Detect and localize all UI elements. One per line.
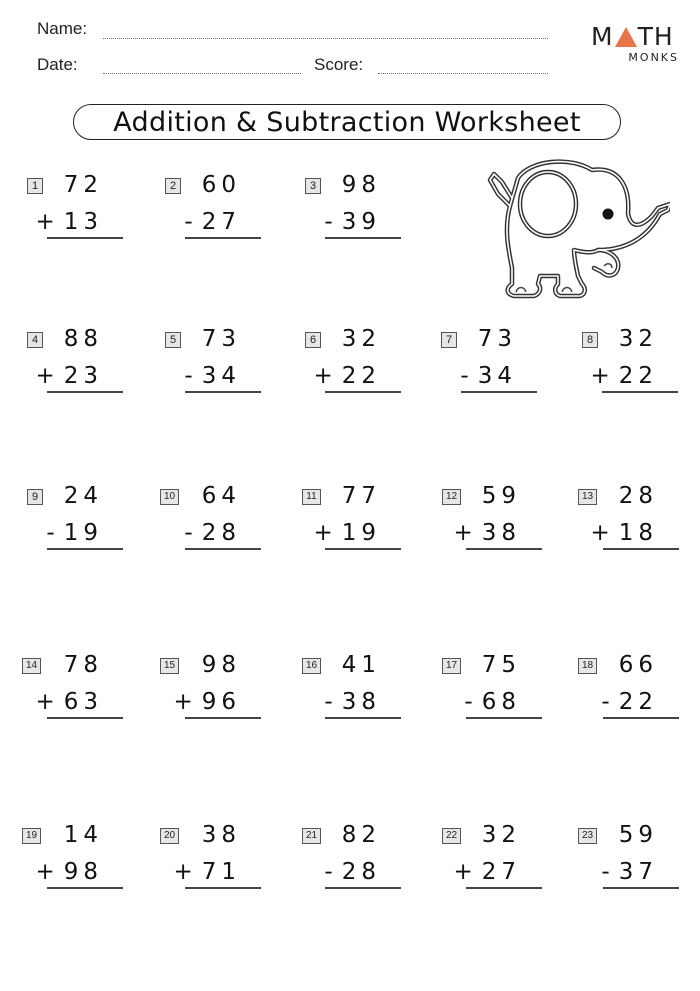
problem-17 <box>442 652 582 748</box>
bottom-operand: 27 <box>201 209 241 235</box>
answer-line[interactable] <box>325 391 401 393</box>
problem-9 <box>27 483 167 579</box>
top-operand: 38 <box>201 822 241 848</box>
bottom-operand: 39 <box>341 209 381 235</box>
bottom-operand-row <box>324 209 381 235</box>
problem-number-badge: 16 <box>302 658 321 674</box>
answer-line[interactable] <box>185 887 261 889</box>
problem-18 <box>578 652 700 748</box>
answer-line[interactable] <box>603 887 679 889</box>
operator: + <box>173 859 198 885</box>
operator: - <box>601 689 615 715</box>
top-operand: 78 <box>63 652 103 678</box>
problem-number-badge: 11 <box>302 489 321 505</box>
bottom-operand: 38 <box>341 689 381 715</box>
answer-line[interactable] <box>325 717 401 719</box>
bottom-operand: 37 <box>618 859 658 885</box>
bottom-operand-row <box>173 859 241 885</box>
bottom-operand-row <box>590 363 658 389</box>
top-operand: 66 <box>618 652 658 678</box>
bottom-operand-row <box>453 859 521 885</box>
answer-line[interactable] <box>185 391 261 393</box>
elephant-icon <box>470 158 670 303</box>
bottom-operand: 13 <box>63 209 103 235</box>
problem-number-badge: 12 <box>442 489 461 505</box>
problem-15 <box>160 652 300 748</box>
bottom-operand: 63 <box>63 689 103 715</box>
problem-number-badge: 7 <box>441 332 457 348</box>
problem-number-badge: 18 <box>578 658 597 674</box>
problem-number-badge: 23 <box>578 828 597 844</box>
problem-number-badge: 21 <box>302 828 321 844</box>
bottom-operand-row <box>35 689 103 715</box>
bottom-operand: 19 <box>341 520 381 546</box>
problem-number-badge: 20 <box>160 828 179 844</box>
operator: - <box>184 363 198 389</box>
top-operand: 64 <box>201 483 241 509</box>
bottom-operand-row <box>35 859 103 885</box>
operator: - <box>184 209 198 235</box>
top-operand: 75 <box>481 652 521 678</box>
problem-22 <box>442 822 582 918</box>
operator: - <box>460 363 474 389</box>
bottom-operand-row <box>601 689 658 715</box>
top-operand: 32 <box>341 326 381 352</box>
answer-line[interactable] <box>47 717 123 719</box>
problem-number-badge: 6 <box>305 332 321 348</box>
bottom-operand-row <box>460 363 517 389</box>
problem-5 <box>165 326 305 422</box>
operator: + <box>35 689 60 715</box>
logo-subtitle: MONKS <box>628 51 679 64</box>
bottom-operand-row <box>35 363 103 389</box>
top-operand: 28 <box>618 483 658 509</box>
answer-line[interactable] <box>325 548 401 550</box>
problem-number-badge: 3 <box>305 178 321 194</box>
bottom-operand: 38 <box>481 520 521 546</box>
problem-number-badge: 10 <box>160 489 179 505</box>
top-operand: 59 <box>618 822 658 848</box>
bottom-operand-row <box>184 209 241 235</box>
problem-number-badge: 22 <box>442 828 461 844</box>
top-operand: 98 <box>201 652 241 678</box>
operator: - <box>464 689 478 715</box>
problem-number-badge: 4 <box>27 332 43 348</box>
bottom-operand-row <box>590 520 658 546</box>
bottom-operand-row <box>464 689 521 715</box>
operator: - <box>324 859 338 885</box>
name-label: Name: <box>37 19 88 38</box>
problem-23 <box>578 822 700 918</box>
answer-line[interactable] <box>185 717 261 719</box>
bottom-operand-row <box>184 520 241 546</box>
bottom-operand: 23 <box>63 363 103 389</box>
problem-11 <box>302 483 442 579</box>
operator: + <box>590 363 615 389</box>
top-operand: 24 <box>63 483 103 509</box>
problem-number-badge: 1 <box>27 178 43 194</box>
answer-line[interactable] <box>466 717 542 719</box>
logo-letters-th: TH <box>637 22 674 51</box>
problem-number-badge: 5 <box>165 332 181 348</box>
operator: - <box>46 520 60 546</box>
problem-number-badge: 13 <box>578 489 597 505</box>
answer-line[interactable] <box>466 548 542 550</box>
bottom-operand: 28 <box>341 859 381 885</box>
top-operand: 72 <box>63 172 103 198</box>
operator: + <box>35 209 60 235</box>
problem-6 <box>305 326 445 422</box>
top-operand: 41 <box>341 652 381 678</box>
bottom-operand: 68 <box>481 689 521 715</box>
bottom-operand: 34 <box>201 363 241 389</box>
name-field[interactable] <box>103 38 548 39</box>
problem-13 <box>578 483 700 579</box>
answer-line[interactable] <box>47 391 123 393</box>
bottom-operand-row <box>184 363 241 389</box>
bottom-operand: 19 <box>63 520 103 546</box>
problem-2 <box>165 172 305 268</box>
operator: - <box>324 689 338 715</box>
bottom-operand: 18 <box>618 520 658 546</box>
bottom-operand-row <box>46 520 103 546</box>
operator: + <box>313 520 338 546</box>
answer-line[interactable] <box>603 548 679 550</box>
problem-7 <box>441 326 581 422</box>
answer-line[interactable] <box>325 237 401 239</box>
score-label: Score: <box>314 55 364 74</box>
bottom-operand-row <box>453 520 521 546</box>
top-operand: 14 <box>63 822 103 848</box>
answer-line[interactable] <box>603 717 679 719</box>
bottom-operand-row <box>601 859 658 885</box>
bottom-operand: 34 <box>477 363 517 389</box>
elephant-eye <box>603 209 614 220</box>
bottom-operand: 22 <box>618 363 658 389</box>
score-field[interactable] <box>378 73 548 74</box>
problem-10 <box>160 483 300 579</box>
answer-line[interactable] <box>466 887 542 889</box>
top-operand: 59 <box>481 483 521 509</box>
problem-3 <box>305 172 445 268</box>
problem-1 <box>27 172 167 268</box>
top-operand: 73 <box>201 326 241 352</box>
bottom-operand-row <box>324 859 381 885</box>
logo-letter-m: M <box>591 22 614 51</box>
triangle-icon <box>615 27 637 47</box>
logo-wordmark <box>591 24 681 50</box>
problem-number-badge: 17 <box>442 658 461 674</box>
bottom-operand-row <box>313 520 381 546</box>
operator: + <box>35 859 60 885</box>
top-operand: 88 <box>63 326 103 352</box>
operator: + <box>173 689 198 715</box>
answer-line[interactable] <box>602 391 678 393</box>
operator: - <box>601 859 615 885</box>
answer-line[interactable] <box>47 237 123 239</box>
operator: + <box>453 520 478 546</box>
problem-number-badge: 2 <box>165 178 181 194</box>
answer-line[interactable] <box>461 391 537 393</box>
bottom-operand-row <box>35 209 103 235</box>
problem-16 <box>302 652 442 748</box>
date-field[interactable] <box>103 73 301 74</box>
problem-number-badge: 8 <box>582 332 598 348</box>
problem-21 <box>302 822 442 918</box>
problem-number-badge: 14 <box>22 658 41 674</box>
bottom-operand: 96 <box>201 689 241 715</box>
date-label: Date: <box>37 55 78 74</box>
answer-line[interactable] <box>47 548 123 550</box>
bottom-operand-row <box>313 363 381 389</box>
top-operand: 98 <box>341 172 381 198</box>
answer-line[interactable] <box>185 237 261 239</box>
problem-4 <box>27 326 167 422</box>
top-operand: 77 <box>341 483 381 509</box>
top-operand: 32 <box>481 822 521 848</box>
bottom-operand: 22 <box>618 689 658 715</box>
bottom-operand-row <box>324 689 381 715</box>
worksheet-title-box <box>73 104 621 140</box>
answer-line[interactable] <box>185 548 261 550</box>
bottom-operand: 98 <box>63 859 103 885</box>
bottom-operand: 71 <box>201 859 241 885</box>
problem-8 <box>582 326 700 422</box>
problem-20 <box>160 822 300 918</box>
bottom-operand: 27 <box>481 859 521 885</box>
top-operand: 73 <box>477 326 517 352</box>
top-operand: 32 <box>618 326 658 352</box>
problem-number-badge: 9 <box>27 489 43 505</box>
problem-14 <box>22 652 162 748</box>
math-monks-logo <box>591 24 681 64</box>
operator: + <box>590 520 615 546</box>
problem-12 <box>442 483 582 579</box>
bottom-operand: 22 <box>341 363 381 389</box>
top-operand: 82 <box>341 822 381 848</box>
problem-19 <box>22 822 162 918</box>
bottom-operand: 28 <box>201 520 241 546</box>
answer-line[interactable] <box>325 887 401 889</box>
problem-number-badge: 19 <box>22 828 41 844</box>
answer-line[interactable] <box>47 887 123 889</box>
page-title: Addition & Subtraction Worksheet <box>113 106 581 138</box>
top-operand: 60 <box>201 172 241 198</box>
operator: + <box>313 363 338 389</box>
operator: + <box>453 859 478 885</box>
operator: - <box>184 520 198 546</box>
operator: - <box>324 209 338 235</box>
operator: + <box>35 363 60 389</box>
bottom-operand-row <box>173 689 241 715</box>
problem-number-badge: 15 <box>160 658 179 674</box>
